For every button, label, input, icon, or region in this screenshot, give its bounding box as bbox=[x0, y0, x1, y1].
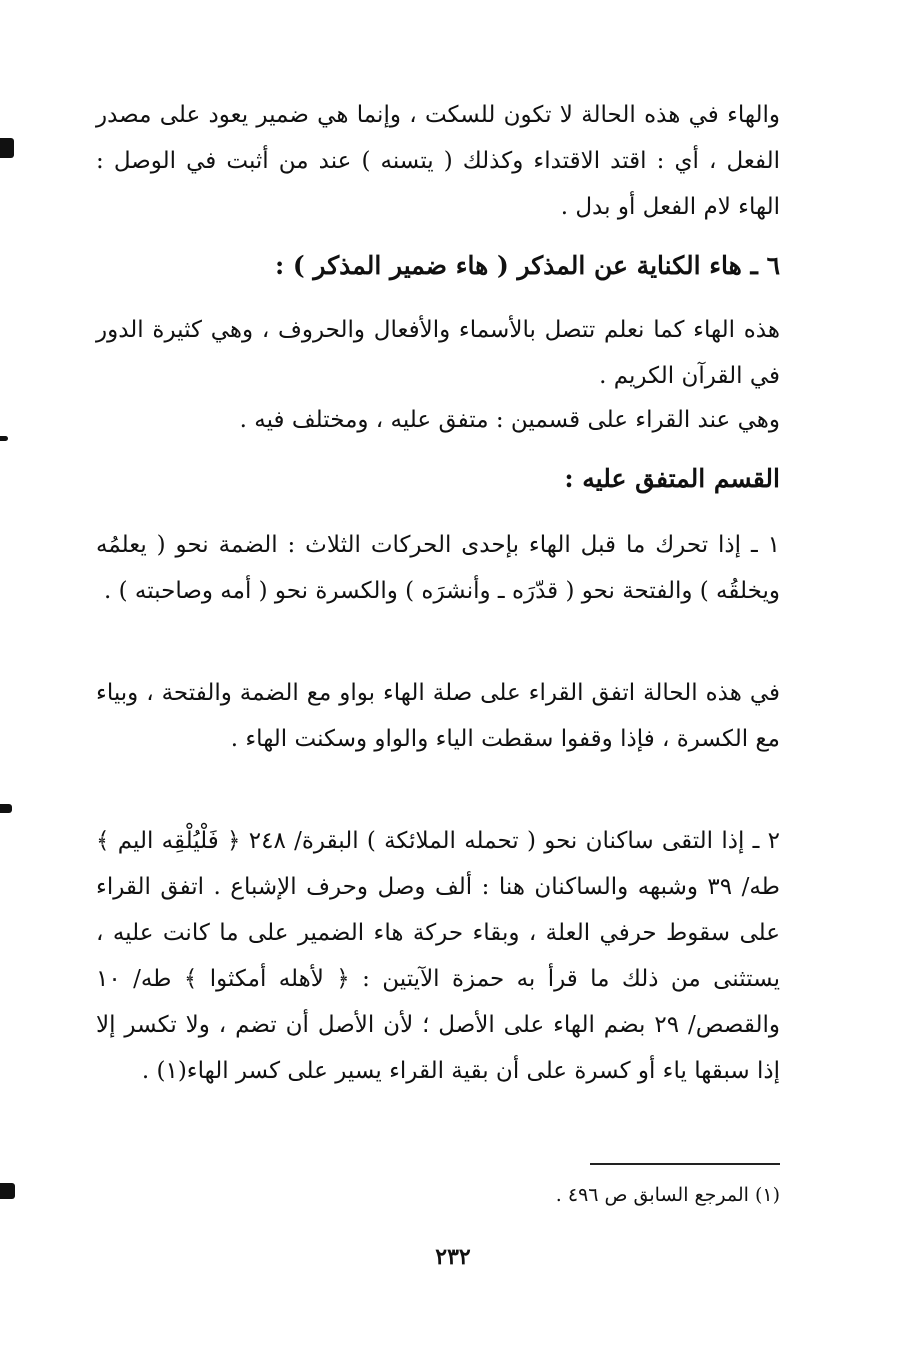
scan-edge-mark bbox=[0, 138, 14, 158]
section-heading-masculine-pronoun: ٦ ـ هاء الكناية عن المذكر ( هاء ضمير المذكر ) : bbox=[274, 251, 780, 280]
scan-edge-mark bbox=[0, 1183, 15, 1199]
paragraph-two-categories: وهي عند القراء على قسمين : متفق عليه ، ومختلف فيه . bbox=[239, 407, 780, 433]
paragraph-rule-one: ١ ـ إذا تحرك ما قبل الهاء بإحدى الحركات الثلاث : الضمة نحو ( يعلمُه ويخلقُه ) والفتحة نحو ( قدّرَه ـ وأنشرَه ) والكسرة نحو ( أمه وصاحبته ) . bbox=[96, 532, 780, 604]
paragraph-ha-silence: والهاء في هذه الحالة لا تكون للسكت ، وإنما هي ضمير يعود على مصدر الفعل ، أي : اقتد الاقتداء وكذلك ( يتسنه ) عند من أثبت في الوصل : الهاء لام الفعل أو بدل . bbox=[96, 102, 780, 220]
paragraph-rule-two: ٢ ـ إذا التقى ساكنان نحو ( تحمله الملائكة ) البقرة/ ٢٤٨ ﴿ فَلْيُلْقِه اليم ﴾ طه/ ٣٩ وشبهه والساكنان هنا : ألف وصل وحرف الإشباع . اتفق القراء على سقوط حرفي العلة ، وبقاء حركة هاء الضمير على ما كانت عليه ، يستثنى من ذلك ما قرأ به حمزة الآيتين : ﴿ لأهله أمكثوا ﴾ طه/ ١٠ والقصص/ ٢٩ بضم الهاء على الأصل ؛ لأن الأصل أن تضم ، ولا تكسر إلا إذا سبقها ياء أو كسرة على أن بقية القراء يسير على كسر الهاء(١) . bbox=[96, 828, 780, 1084]
paragraph-pronoun-intro: هذه الهاء كما نعلم تتصل بالأسماء والأفعال والحروف ، وهي كثيرة الدور في القرآن الكريم . bbox=[96, 317, 780, 389]
footnote-divider bbox=[590, 1163, 780, 1165]
footnote: (١) المرجع السابق ص ٤٩٦ . bbox=[555, 1184, 780, 1206]
scan-edge-mark bbox=[0, 804, 12, 813]
paragraph-rule-one-explanation: في هذه الحالة اتفق القراء على صلة الهاء بواو مع الضمة والفتحة ، وبياء مع الكسرة ، فإذا وقفوا سقطت الياء والواو وسكنت الهاء . bbox=[96, 680, 780, 752]
scan-edge-mark bbox=[0, 436, 8, 441]
page-number: ٢٣٢ bbox=[435, 1244, 471, 1270]
subsection-heading-agreed: القسم المتفق عليه : bbox=[564, 464, 780, 493]
